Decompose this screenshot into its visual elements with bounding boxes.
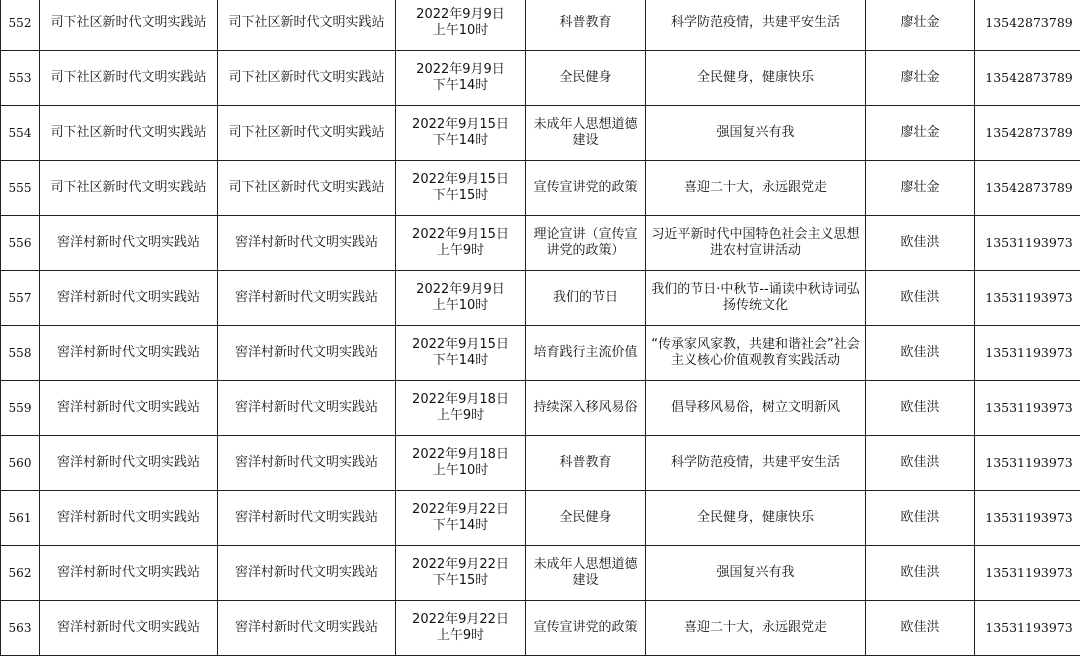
station-name-cell: 司下社区新时代文明实践站 — [40, 106, 218, 161]
activity-cell: 喜迎二十大，永远跟党走 — [646, 601, 866, 656]
table-row — [1, 51, 1080, 106]
table-row — [1, 106, 1080, 161]
category-cell: 我们的节日 — [526, 271, 646, 326]
table-row — [1, 436, 1080, 491]
phone-cell: 13531193973 — [975, 326, 1080, 381]
station-name-cell: 司下社区新时代文明实践站 — [40, 0, 218, 51]
station-name-cell: 窖洋村新时代文明实践站 — [40, 271, 218, 326]
time-text: 上午9时 — [436, 408, 485, 423]
station-name-cell: 窖洋村新时代文明实践站 — [40, 216, 218, 271]
organizer-cell: 窖洋村新时代文明实践站 — [218, 601, 396, 656]
category-cell: 未成年人思想道德建设 — [526, 546, 646, 601]
organizer-cell: 窖洋村新时代文明实践站 — [218, 216, 396, 271]
organizer-cell: 司下社区新时代文明实践站 — [218, 0, 396, 51]
time-text: 上午10时 — [432, 298, 489, 313]
time-text: 上午9时 — [436, 243, 485, 258]
date-text: 2022年9月9日 — [416, 282, 505, 297]
organizer-cell: 司下社区新时代文明实践站 — [218, 106, 396, 161]
row-number: 555 — [1, 161, 40, 216]
datetime-cell — [396, 51, 526, 106]
table-row — [1, 326, 1080, 381]
contact-cell: 廖壮金 — [866, 161, 975, 216]
time-text: 下午14时 — [432, 518, 489, 533]
date-text: 2022年9月15日 — [412, 337, 509, 352]
table-row — [1, 216, 1080, 271]
row-number: 553 — [1, 51, 40, 106]
station-name-cell: 窖洋村新时代文明实践站 — [40, 491, 218, 546]
time-text: 下午14时 — [432, 353, 489, 368]
date-text: 2022年9月9日 — [416, 7, 505, 22]
category-cell: 未成年人思想道德建设 — [526, 106, 646, 161]
contact-cell: 欧佳洪 — [866, 326, 975, 381]
phone-cell: 13542873789 — [975, 51, 1080, 106]
date-text: 2022年9月15日 — [412, 117, 509, 132]
contact-cell: 欧佳洪 — [866, 216, 975, 271]
station-name-cell: 司下社区新时代文明实践站 — [40, 161, 218, 216]
datetime-cell — [396, 436, 526, 491]
row-number: 561 — [1, 491, 40, 546]
datetime-cell — [396, 271, 526, 326]
organizer-cell: 窖洋村新时代文明实践站 — [218, 546, 396, 601]
datetime-cell — [396, 491, 526, 546]
category-cell: 全民健身 — [526, 491, 646, 546]
contact-cell: 廖壮金 — [866, 51, 975, 106]
contact-cell: 欧佳洪 — [866, 271, 975, 326]
phone-cell: 13531193973 — [975, 271, 1080, 326]
activity-cell: 全民健身，健康快乐 — [646, 491, 866, 546]
organizer-cell: 窖洋村新时代文明实践站 — [218, 326, 396, 381]
category-cell: 全民健身 — [526, 51, 646, 106]
phone-cell: 13531193973 — [975, 601, 1080, 656]
row-number: 557 — [1, 271, 40, 326]
table-row — [1, 491, 1080, 546]
organizer-cell: 窖洋村新时代文明实践站 — [218, 271, 396, 326]
time-text: 下午15时 — [432, 188, 489, 203]
organizer-cell: 窖洋村新时代文明实践站 — [218, 491, 396, 546]
datetime-cell — [396, 161, 526, 216]
phone-cell: 13531193973 — [975, 546, 1080, 601]
activity-cell: 强国复兴有我 — [646, 106, 866, 161]
activity-cell: 倡导移风易俗，树立文明新风 — [646, 381, 866, 436]
station-name-cell: 窖洋村新时代文明实践站 — [40, 546, 218, 601]
organizer-cell: 窖洋村新时代文明实践站 — [218, 436, 396, 491]
phone-cell: 13542873789 — [975, 161, 1080, 216]
phone-cell: 13531193973 — [975, 216, 1080, 271]
organizer-cell: 司下社区新时代文明实践站 — [218, 161, 396, 216]
table-row — [1, 161, 1080, 216]
activity-cell: 习近平新时代中国特色社会主义思想进农村宣讲活动 — [646, 216, 866, 271]
datetime-cell — [396, 601, 526, 656]
datetime-cell — [396, 381, 526, 436]
station-name-cell: 窖洋村新时代文明实践站 — [40, 436, 218, 491]
category-cell: 培育践行主流价值 — [526, 326, 646, 381]
datetime-cell — [396, 546, 526, 601]
category-cell: 宣传宣讲党的政策 — [526, 601, 646, 656]
station-name-cell: 窖洋村新时代文明实践站 — [40, 381, 218, 436]
contact-cell: 欧佳洪 — [866, 601, 975, 656]
date-text: 2022年9月22日 — [412, 612, 509, 627]
time-text: 下午14时 — [432, 133, 489, 148]
time-text: 下午14时 — [432, 78, 489, 93]
row-number: 552 — [1, 0, 40, 51]
datetime-cell — [396, 326, 526, 381]
row-number: 559 — [1, 381, 40, 436]
station-name-cell: 窖洋村新时代文明实践站 — [40, 326, 218, 381]
activity-cell: 全民健身，健康快乐 — [646, 51, 866, 106]
time-text: 上午10时 — [432, 23, 489, 38]
category-cell: 科普教育 — [526, 436, 646, 491]
table-body — [1, 0, 1080, 656]
station-name-cell: 司下社区新时代文明实践站 — [40, 51, 218, 106]
organizer-cell: 窖洋村新时代文明实践站 — [218, 381, 396, 436]
date-text: 2022年9月22日 — [412, 502, 509, 517]
contact-cell: 欧佳洪 — [866, 491, 975, 546]
activity-cell: 科学防范疫情，共建平安生活 — [646, 0, 866, 51]
category-cell: 持续深入移风易俗 — [526, 381, 646, 436]
phone-cell: 13531193973 — [975, 491, 1080, 546]
time-text: 下午15时 — [432, 573, 489, 588]
contact-cell: 欧佳洪 — [866, 381, 975, 436]
date-text: 2022年9月18日 — [412, 392, 509, 407]
datetime-cell — [396, 0, 526, 51]
row-number: 560 — [1, 436, 40, 491]
date-text: 2022年9月15日 — [412, 172, 509, 187]
phone-cell: 13542873789 — [975, 0, 1080, 51]
row-number: 563 — [1, 601, 40, 656]
date-text: 2022年9月15日 — [412, 227, 509, 242]
station-name-cell: 窖洋村新时代文明实践站 — [40, 601, 218, 656]
table-row — [1, 546, 1080, 601]
date-text: 2022年9月9日 — [416, 62, 505, 77]
table-row — [1, 381, 1080, 436]
organizer-cell: 司下社区新时代文明实践站 — [218, 51, 396, 106]
date-text: 2022年9月22日 — [412, 557, 509, 572]
contact-cell: 欧佳洪 — [866, 546, 975, 601]
contact-cell: 廖壮金 — [866, 106, 975, 161]
contact-cell: 廖壮金 — [866, 0, 975, 51]
row-number: 554 — [1, 106, 40, 161]
row-number: 558 — [1, 326, 40, 381]
activity-cell: 科学防范疫情，共建平安生活 — [646, 436, 866, 491]
category-cell: 科普教育 — [526, 0, 646, 51]
row-number: 562 — [1, 546, 40, 601]
row-number: 556 — [1, 216, 40, 271]
time-text: 上午10时 — [432, 463, 489, 478]
category-cell: 宣传宣讲党的政策 — [526, 161, 646, 216]
activity-cell: “传承家风家教，共建和谐社会”社会主义核心价值观教育实践活动 — [646, 326, 866, 381]
date-text: 2022年9月18日 — [412, 447, 509, 462]
datetime-cell — [396, 106, 526, 161]
datetime-cell — [396, 216, 526, 271]
activity-cell: 强国复兴有我 — [646, 546, 866, 601]
phone-cell: 13542873789 — [975, 106, 1080, 161]
contact-cell: 欧佳洪 — [866, 436, 975, 491]
activity-cell: 喜迎二十大，永远跟党走 — [646, 161, 866, 216]
category-cell: 理论宣讲（宣传宣讲党的政策） — [526, 216, 646, 271]
phone-cell: 13531193973 — [975, 436, 1080, 491]
table-row — [1, 601, 1080, 656]
phone-cell: 13531193973 — [975, 381, 1080, 436]
activity-cell: 我们的节日·中秋节--诵读中秋诗词弘扬传统文化 — [646, 271, 866, 326]
table-row — [1, 271, 1080, 326]
table-row — [1, 0, 1080, 51]
time-text: 上午9时 — [436, 628, 485, 643]
